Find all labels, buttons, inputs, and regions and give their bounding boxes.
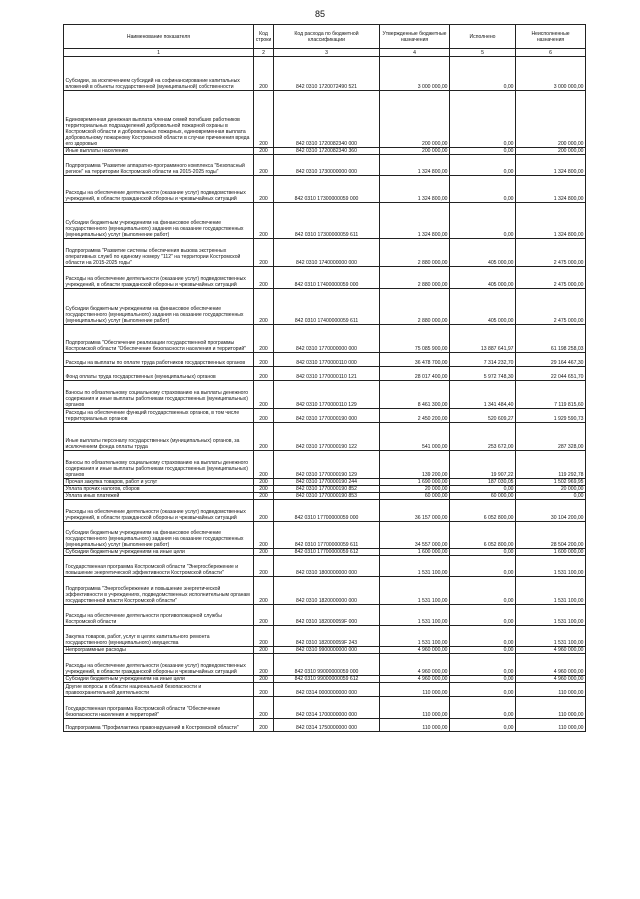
cell-budget-code: 842 0310 1720082340 000 (274, 91, 380, 148)
table-row (64, 409, 586, 423)
table-row (64, 647, 586, 654)
cell-executed: 405 000,00 (450, 289, 516, 325)
cell-unexecuted: 4 960 000,00 (516, 654, 586, 676)
cell-budget-code: 842 0310 182000059F 243 (274, 626, 380, 647)
cell-unexecuted: 1 600 000,00 (516, 549, 586, 556)
cell-name: Единовременная денежная выплата членам семей погибших работников территориальных подразделений добровольной пожарной охраны в Костромской области и добровольных пожарных, единовременная выплата добровольному пожарному Костромской области в случае причинения вреда его здоровью (64, 91, 254, 148)
cell-line-code: 200 (254, 239, 274, 267)
cell-budget-code: 842 0310 1770000190 129 (274, 451, 380, 479)
cell-budget-code: 842 0310 17300000059 000 (274, 176, 380, 203)
table-row (64, 451, 586, 479)
cell-name: Расходы на обеспечение деятельности (оказание услуг) подведомственных учреждений, в области гражданской обороны и чрезвычайных ситуаций (64, 654, 254, 676)
table-row (64, 325, 586, 353)
cell-executed: 0,00 (450, 57, 516, 91)
table-row (64, 683, 586, 697)
cell-line-code: 200 (254, 556, 274, 577)
cell-line-code: 200 (254, 57, 274, 91)
cell-budget-code: 842 0310 1770000110 000 (274, 353, 380, 367)
cell-approved: 110 000,00 (380, 683, 450, 697)
cell-unexecuted: 20 000,00 (516, 486, 586, 493)
cell-line-code: 200 (254, 479, 274, 486)
table-row (64, 577, 586, 605)
cell-unexecuted: 28 504 200,00 (516, 522, 586, 549)
cell-approved: 36 157 000,00 (380, 500, 450, 522)
cell-name: Закупка товаров, работ, услуг в целях капитального ремонта государственного (муниципального) имущества (64, 626, 254, 647)
cell-budget-code: 842 0310 17400000059 611 (274, 289, 380, 325)
cell-budget-code: 842 0314 1700000000 000 (274, 697, 380, 719)
cell-name: Субсидии бюджетным учреждениям на финансовое обеспечение государственного (муниципального) задания на оказание государственных (муниципальных) услуг (выполнение работ) (64, 522, 254, 549)
cell-name: Непрограммные расходы (64, 647, 254, 654)
cell-unexecuted: 1 324 800,00 (516, 176, 586, 203)
cell-executed: 60 000,00 (450, 493, 516, 500)
cell-budget-code: 842 0310 17300000059 611 (274, 203, 380, 239)
cell-executed: 0,00 (450, 697, 516, 719)
cell-line-code: 200 (254, 267, 274, 289)
cell-executed: 0,00 (450, 549, 516, 556)
cell-name: Прочая закупка товаров, работ и услуг (64, 479, 254, 486)
table-row (64, 155, 586, 176)
cell-executed: 0,00 (450, 91, 516, 148)
cell-approved: 4 960 000,00 (380, 647, 450, 654)
cell-executed: 0,00 (450, 626, 516, 647)
cell-budget-code: 842 0310 1740000000 000 (274, 239, 380, 267)
cell-name: Иные выплаты населению (64, 148, 254, 155)
cell-unexecuted: 0,00 (516, 493, 586, 500)
cell-budget-code: 842 0310 17400000059 000 (274, 267, 380, 289)
cell-line-code: 200 (254, 91, 274, 148)
cell-executed: 0,00 (450, 683, 516, 697)
cell-approved: 28 017 400,00 (380, 367, 450, 381)
cell-approved: 4 960 000,00 (380, 676, 450, 683)
cell-line-code: 200 (254, 654, 274, 676)
cell-line-code: 200 (254, 148, 274, 155)
column-number: 6 (516, 49, 586, 57)
cell-name: Расходы на обеспечение функций государственных органов, в том числе территориальных органов (64, 409, 254, 423)
cell-unexecuted: 1 502 969,95 (516, 479, 586, 486)
cell-unexecuted: 1 929 590,73 (516, 409, 586, 423)
cell-budget-code: 842 0314 0000000000 000 (274, 683, 380, 697)
cell-line-code: 200 (254, 577, 274, 605)
header-row (64, 25, 586, 49)
cell-executed: 0,00 (450, 676, 516, 683)
cell-line-code: 200 (254, 493, 274, 500)
table-row (64, 486, 586, 493)
cell-budget-code: 842 0310 99000000059 000 (274, 654, 380, 676)
cell-approved: 1 531 100,00 (380, 556, 450, 577)
cell-budget-code: 842 0310 1720082340 360 (274, 148, 380, 155)
cell-executed: 0,00 (450, 719, 516, 732)
cell-line-code: 200 (254, 423, 274, 451)
cell-approved: 34 557 000,00 (380, 522, 450, 549)
cell-name: Фонд оплаты труда государственных (муниципальных) органов (64, 367, 254, 381)
cell-approved: 60 000,00 (380, 493, 450, 500)
table-row (64, 479, 586, 486)
cell-approved: 541 000,00 (380, 423, 450, 451)
cell-name: Расходы на выплаты по оплате труда работников государственных органов (64, 353, 254, 367)
cell-executed: 0,00 (450, 155, 516, 176)
cell-line-code: 200 (254, 719, 274, 732)
cell-approved: 1 324 800,00 (380, 203, 450, 239)
cell-approved: 1 600 000,00 (380, 549, 450, 556)
column-number: 1 (64, 49, 254, 57)
cell-line-code: 200 (254, 605, 274, 626)
cell-name: Субсидии бюджетным учреждениям на финансовое обеспечение государственного (муниципального) задания на оказание государственных (муниципальных) услуг (выполнение работ) (64, 203, 254, 239)
cell-line-code: 200 (254, 500, 274, 522)
cell-executed: 253 672,00 (450, 423, 516, 451)
cell-budget-code: 842 0310 1770000190 852 (274, 486, 380, 493)
cell-name: Подпрограмма "Профилактика правонарушений в Костромской области" (64, 719, 254, 732)
cell-budget-code: 842 0310 1770000190 000 (274, 409, 380, 423)
table-row (64, 289, 586, 325)
cell-executed: 5 972 748,30 (450, 367, 516, 381)
cell-line-code: 200 (254, 381, 274, 409)
table-row (64, 676, 586, 683)
cell-executed: 0,00 (450, 556, 516, 577)
page-number: 85 (314, 9, 325, 19)
cell-name: Субсидии бюджетным учреждениям на иные цели (64, 676, 254, 683)
cell-name: Государственная программа Костромской области "Обеспечение безопасности населения и территорий" (64, 697, 254, 719)
header-line-code: Код строки (254, 25, 274, 49)
cell-unexecuted: 22 044 651,70 (516, 367, 586, 381)
cell-approved: 2 880 000,00 (380, 239, 450, 267)
cell-approved: 4 960 000,00 (380, 654, 450, 676)
column-number: 2 (254, 49, 274, 57)
cell-executed: 0,00 (450, 203, 516, 239)
table-row (64, 522, 586, 549)
cell-unexecuted: 1 324 800,00 (516, 203, 586, 239)
cell-unexecuted: 4 960 000,00 (516, 676, 586, 683)
cell-approved: 110 000,00 (380, 697, 450, 719)
cell-unexecuted: 110 000,00 (516, 697, 586, 719)
cell-executed: 405 000,00 (450, 239, 516, 267)
cell-unexecuted: 1 531 100,00 (516, 577, 586, 605)
cell-executed: 405 000,00 (450, 267, 516, 289)
cell-budget-code: 842 0310 1770000190 122 (274, 423, 380, 451)
cell-name: Уплата прочих налогов, сборов (64, 486, 254, 493)
cell-line-code: 200 (254, 522, 274, 549)
cell-unexecuted: 30 104 200,00 (516, 500, 586, 522)
table-row (64, 353, 586, 367)
cell-line-code: 200 (254, 409, 274, 423)
cell-executed: 0,00 (450, 654, 516, 676)
cell-executed: 0,00 (450, 577, 516, 605)
cell-name: Субсидии бюджетным учреждениям на финансовое обеспечение государственного (муниципального) задания на оказание государственных (муниципальных) услуг (выполнение работ) (64, 289, 254, 325)
cell-line-code: 200 (254, 451, 274, 479)
table-row (64, 549, 586, 556)
cell-executed: 0,00 (450, 176, 516, 203)
cell-approved: 36 478 700,00 (380, 353, 450, 367)
cell-unexecuted: 200 000,00 (516, 91, 586, 148)
cell-name: Подпрограмма "Обеспечение реализации государственной программы Костромской области "Обеспечение безопасности населения и территорий" (64, 325, 254, 353)
cell-unexecuted: 1 531 100,00 (516, 626, 586, 647)
table-row (64, 423, 586, 451)
cell-name: Субсидии бюджетным учреждениям на иные цели (64, 549, 254, 556)
cell-name: Подпрограмма "Развитие аппаратно-программного комплекса "Безопасный регион" на территории Костромской области на 2015-2025 годы" (64, 155, 254, 176)
cell-budget-code: 842 0310 17700000059 612 (274, 549, 380, 556)
header-executed: Исполнено (450, 25, 516, 49)
column-number: 4 (380, 49, 450, 57)
cell-line-code: 200 (254, 486, 274, 493)
cell-executed: 6 052 800,00 (450, 500, 516, 522)
header-name: Наименование показателя (64, 25, 254, 49)
table-row (64, 148, 586, 155)
cell-line-code: 200 (254, 697, 274, 719)
cell-budget-code: 842 0310 9900000000 000 (274, 647, 380, 654)
cell-line-code: 200 (254, 676, 274, 683)
cell-budget-code: 842 0310 17700000059 611 (274, 522, 380, 549)
cell-line-code: 200 (254, 155, 274, 176)
cell-unexecuted: 287 328,00 (516, 423, 586, 451)
cell-name: Расходы на обеспечение деятельности (оказание услуг) подведомственных учреждений, в области гражданской обороны и чрезвычайных ситуаций (64, 267, 254, 289)
header-approved: Утвержденные бюджетные назначения (380, 25, 450, 49)
column-number: 3 (274, 49, 380, 57)
header-budget-code: Код расхода по бюджетной классификации (274, 25, 380, 49)
cell-approved: 200 000,00 (380, 148, 450, 155)
table-row (64, 57, 586, 91)
cell-name: Субсидии, за исключением субсидий на софинансирование капитальных вложений в объекты государственной (муниципальной) собственности (64, 57, 254, 91)
cell-approved: 1 531 100,00 (380, 577, 450, 605)
cell-approved: 2 450 200,00 (380, 409, 450, 423)
cell-unexecuted: 110 000,00 (516, 683, 586, 697)
cell-budget-code: 842 0310 99000000059 612 (274, 676, 380, 683)
cell-approved: 1 324 800,00 (380, 155, 450, 176)
cell-unexecuted: 110 000,00 (516, 719, 586, 732)
cell-unexecuted: 3 000 000,00 (516, 57, 586, 91)
cell-line-code: 200 (254, 203, 274, 239)
table-row (64, 267, 586, 289)
table-row (64, 381, 586, 409)
cell-executed: 1 341 484,40 (450, 381, 516, 409)
budget-execution-table (63, 24, 586, 732)
cell-name: Расходы на обеспечение деятельности (оказание услуг) подведомственных учреждений, в области гражданской обороны и чрезвычайных ситуаций (64, 176, 254, 203)
cell-unexecuted: 7 119 815,60 (516, 381, 586, 409)
cell-name: Взносы по обязательному социальному страхованию на выплаты денежного содержания и иные выплаты работникам государственных (муниципальных) органов (64, 451, 254, 479)
cell-approved: 1 690 000,00 (380, 479, 450, 486)
cell-name: Расходы на обеспечение деятельности (оказание услуг) подведомственных учреждений, в области гражданской обороны и чрезвычайных ситуаций (64, 500, 254, 522)
table-row (64, 556, 586, 577)
cell-approved: 1 324 800,00 (380, 176, 450, 203)
table-row (64, 654, 586, 676)
header-unexecuted: Неисполненные назначения (516, 25, 586, 49)
cell-budget-code: 842 0310 1770000000 000 (274, 325, 380, 353)
cell-unexecuted: 4 960 000,00 (516, 647, 586, 654)
cell-line-code: 200 (254, 176, 274, 203)
cell-approved: 200 000,00 (380, 91, 450, 148)
cell-unexecuted: 61 198 258,03 (516, 325, 586, 353)
table-row (64, 493, 586, 500)
cell-unexecuted: 200 000,00 (516, 148, 586, 155)
cell-executed: 7 314 232,70 (450, 353, 516, 367)
cell-line-code: 200 (254, 549, 274, 556)
cell-unexecuted: 29 164 467,30 (516, 353, 586, 367)
cell-budget-code: 842 0310 1770000190 244 (274, 479, 380, 486)
cell-executed: 19 907,22 (450, 451, 516, 479)
cell-approved: 139 200,00 (380, 451, 450, 479)
cell-unexecuted: 1 531 100,00 (516, 605, 586, 626)
table-row (64, 697, 586, 719)
cell-unexecuted: 2 475 000,00 (516, 289, 586, 325)
cell-executed: 0,00 (450, 148, 516, 155)
cell-name: Взносы по обязательному социальному страхованию на выплаты денежного содержания и иные выплаты работникам государственных (муниципальных) органов (64, 381, 254, 409)
table-row (64, 367, 586, 381)
cell-name: Другие вопросы в области национальной безопасности и правоохранительной деятельности (64, 683, 254, 697)
cell-budget-code: 842 0314 1750000000 000 (274, 719, 380, 732)
table-row (64, 605, 586, 626)
cell-approved: 75 085 900,00 (380, 325, 450, 353)
cell-budget-code: 842 0310 1770000110 129 (274, 381, 380, 409)
table-row (64, 239, 586, 267)
cell-executed: 6 052 800,00 (450, 522, 516, 549)
cell-line-code: 200 (254, 325, 274, 353)
cell-executed: 0,00 (450, 605, 516, 626)
cell-executed: 13 887 641,97 (450, 325, 516, 353)
cell-line-code: 200 (254, 367, 274, 381)
cell-budget-code: 842 0310 182000059F 000 (274, 605, 380, 626)
table-row (64, 203, 586, 239)
column-number: 5 (450, 49, 516, 57)
cell-budget-code: 842 0310 1820000000 000 (274, 577, 380, 605)
cell-line-code: 200 (254, 683, 274, 697)
cell-line-code: 200 (254, 647, 274, 654)
cell-line-code: 200 (254, 353, 274, 367)
table-row (64, 626, 586, 647)
cell-executed: 0,00 (450, 647, 516, 654)
cell-executed: 187 030,05 (450, 479, 516, 486)
cell-name: Государственная программа Костромской области "Энергосбережение и повышение энергетической эффективности Костромской области" (64, 556, 254, 577)
cell-unexecuted: 1 324 800,00 (516, 155, 586, 176)
table-row (64, 91, 586, 148)
cell-name: Уплата иных платежей (64, 493, 254, 500)
cell-unexecuted: 2 475 000,00 (516, 239, 586, 267)
cell-approved: 3 000 000,00 (380, 57, 450, 91)
column-number-row (64, 49, 586, 57)
cell-approved: 2 880 000,00 (380, 289, 450, 325)
cell-approved: 2 880 000,00 (380, 267, 450, 289)
cell-approved: 1 531 100,00 (380, 626, 450, 647)
table-row (64, 500, 586, 522)
cell-budget-code: 842 0310 1770000110 121 (274, 367, 380, 381)
cell-name: Подпрограмма "Развитие системы обеспечения вызова экстренных оперативных служб по единому номеру "112" на территории Костромской области на 2015-2025 годы" (64, 239, 254, 267)
cell-budget-code: 842 0310 1720072490 521 (274, 57, 380, 91)
cell-budget-code: 842 0310 1800000000 000 (274, 556, 380, 577)
cell-executed: 0,00 (450, 486, 516, 493)
cell-approved: 1 531 100,00 (380, 605, 450, 626)
cell-budget-code: 842 0310 1730000000 000 (274, 155, 380, 176)
cell-name: Расходы на обеспечение деятельности противопожарной службы Костромской области (64, 605, 254, 626)
cell-budget-code: 842 0310 1770000190 853 (274, 493, 380, 500)
cell-approved: 8 461 300,00 (380, 381, 450, 409)
cell-name: Подпрограмма "Энергосбережение и повышение энергетической эффективности в учреждениях, подведомственных исполнительным органам государственной власти Костромской области" (64, 577, 254, 605)
cell-unexecuted: 1 531 100,00 (516, 556, 586, 577)
cell-budget-code: 842 0310 17700000059 000 (274, 500, 380, 522)
cell-name: Иные выплаты персоналу государственных (муниципальных) органов, за исключением фонда оплаты труда (64, 423, 254, 451)
cell-approved: 20 000,00 (380, 486, 450, 493)
cell-approved: 110 000,00 (380, 719, 450, 732)
cell-executed: 520 609,27 (450, 409, 516, 423)
table-row (64, 176, 586, 203)
table-row (64, 719, 586, 732)
cell-line-code: 200 (254, 289, 274, 325)
cell-unexecuted: 119 292,78 (516, 451, 586, 479)
cell-unexecuted: 2 475 000,00 (516, 267, 586, 289)
cell-line-code: 200 (254, 626, 274, 647)
